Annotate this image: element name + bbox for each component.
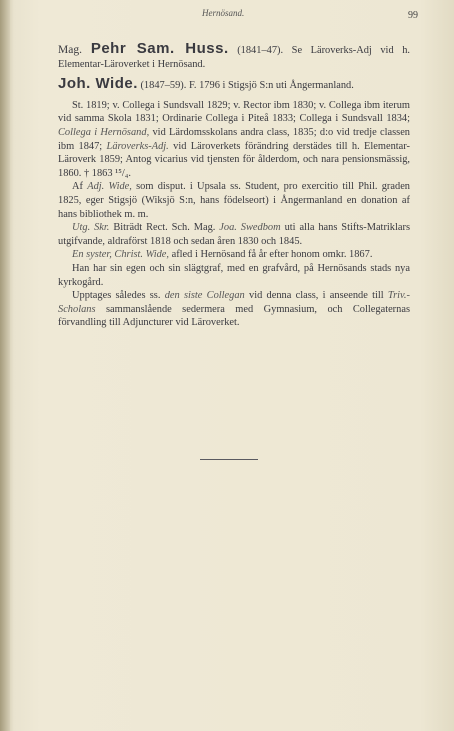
text-run: sammanslående sedermera med Gymnasium, och Collegaternas förvandling till Adjuncturer vid Läroverket. [58,303,410,329]
biography [58,99,410,330]
page-header [30,8,424,24]
italic-run: Adj. Wide, [87,181,132,193]
entry-title-prefix: Mag. [58,44,91,56]
entry-dates: (1847–59). [137,80,187,92]
paragraph-grave [58,262,410,289]
text-run: St. 1819; v. Collega i Sundsvall 1829; v. Rector ibm 1830; v. Collega ibm iterum vid samma Skola 1831; Ordinarie Collega i Piteå 1833; Collega i Sundsvall 1834; [58,99,410,125]
text-run: vid Läroverkets förändring derstädes till h. Elementar-Läroverk 1859; Antog vicarius vid tjensten för ålderdom, och nara pensionsmässig, 1860. † 1863 ¹⁵/₄. [58,140,410,179]
page-spine-shadow [0,0,10,731]
entry-name: Joh. Wide. [58,75,138,93]
text-run: vid Lärdomsskolans andra class, 1835; d:o vid tredje classen ibm 1847; [58,126,411,152]
text-run: afled i Hernösand få år efter honom omkr. 1867. [171,249,373,261]
paragraph-donation [58,180,410,221]
paragraph-sister [58,248,410,262]
entry-name: Pehr Sam. Huss. [90,40,229,57]
entry-huss [58,42,410,71]
entry-dates: (1841–47). [228,45,284,56]
italic-run: Utg. Skr. [72,222,110,234]
paragraph-summary [58,289,410,330]
italic-run: den siste Collegan [164,290,245,302]
italic-run: Triv.-Scholans [58,290,410,315]
italic-run: Joa. Swedbom [219,222,281,234]
text-run: vid denna class, i anseende till [249,290,384,302]
italic-run: En syster, Christ. Wide, [72,249,169,261]
paragraph-writings [58,221,410,248]
text-run: Af [72,181,83,193]
entry-wide [58,77,410,93]
text-run: Biträdt Rect. Sch. Mag. [113,222,216,234]
running-title: Hernösand. [202,8,245,18]
text-run: som disput. i Upsala ss. Student, pro exercitio till Phil. graden 1825, eger Stigsjö (Wiksjö S:n, hans födelseort) i Ångermanland en donation af hans bibliothek m. m. [58,181,410,220]
text-run: Han har sin egen och sin slägtgraf, med en grafvård, på Hernösands stads nya kyrkogård. [58,262,410,288]
page-body [58,42,410,336]
section-divider [200,459,258,460]
text-run: uti alla hans Stifts-Matriklars utgifvande, aldraförst 1818 och sedan åren 1830 och 1845. [58,222,410,247]
paragraph-career [58,99,410,181]
italic-run: Läroverks-Adj. [106,140,169,152]
entry-text: Se Läroverks-Adj vid h. Elementar-Läroverket i Hernösand. [58,45,410,70]
italic-run: Collega i Hernösand, [58,126,150,138]
text-run: Upptages således ss. [72,290,161,302]
entry-text: F. 1796 i Stigsjö S:n uti Ångermanland. [188,80,354,92]
page-number: 99 [408,10,418,21]
